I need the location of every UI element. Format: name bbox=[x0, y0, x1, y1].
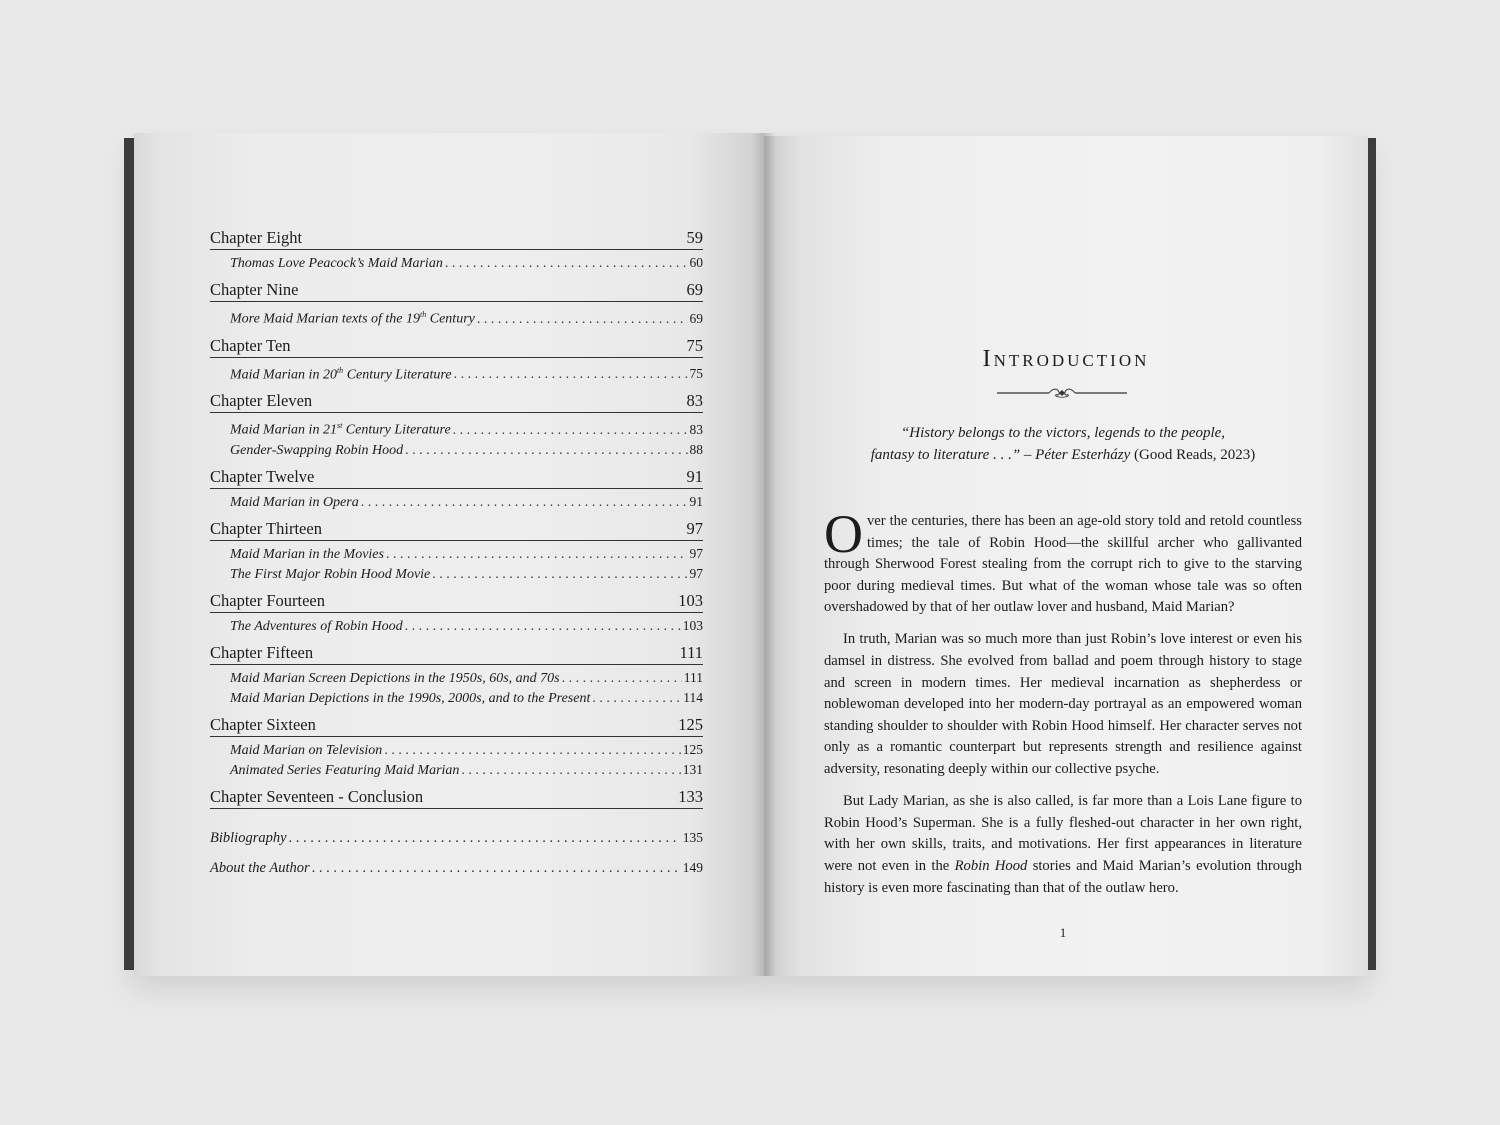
toc-group bbox=[210, 336, 703, 385]
chapter-title: Chapter Nine bbox=[210, 280, 299, 299]
entry-title: Gender-Swapping Robin Hood bbox=[230, 442, 404, 458]
toc-entry bbox=[230, 688, 703, 708]
toc-group bbox=[210, 467, 703, 512]
toc-entry bbox=[210, 823, 703, 853]
entry-title: Maid Marian in 20th Century Literature bbox=[230, 365, 452, 383]
toc-chapter bbox=[210, 467, 703, 489]
toc-chapter bbox=[210, 280, 703, 302]
entry-title: Maid Marian in Opera bbox=[230, 494, 359, 510]
entry-page: 88 bbox=[689, 441, 703, 457]
entry-page: 91 bbox=[689, 493, 703, 509]
toc-group bbox=[210, 715, 703, 780]
introduction-body bbox=[824, 504, 1302, 910]
chapter-page: 97 bbox=[686, 518, 703, 538]
entry-page: 103 bbox=[682, 617, 703, 633]
toc-entry bbox=[230, 440, 703, 460]
entry-page: 97 bbox=[689, 545, 703, 561]
chapter-title: Chapter Fourteen bbox=[210, 590, 326, 610]
toc-entry bbox=[230, 253, 703, 273]
chapter-page: 91 bbox=[686, 466, 703, 486]
entry-title: The Adventures of Robin Hood bbox=[230, 618, 403, 634]
table-of-contents bbox=[210, 228, 703, 883]
toc-group bbox=[210, 228, 703, 273]
entry-page: 97 bbox=[689, 565, 703, 581]
entry-page: 75 bbox=[689, 366, 703, 382]
toc-chapter bbox=[210, 519, 703, 541]
entry-title: More Maid Marian texts of the 19th Century bbox=[230, 310, 475, 327]
toc-entry bbox=[210, 853, 703, 883]
entry-page: 135 bbox=[682, 829, 703, 845]
drop-cap: O bbox=[824, 504, 863, 564]
entry-title: Maid Marian on Television bbox=[230, 742, 383, 758]
entry-title: Maid Marian Depictions in the 1990s, 2000s, and to the Present bbox=[230, 690, 591, 706]
chapter-page: 59 bbox=[686, 228, 703, 247]
toc-chapter bbox=[210, 391, 703, 413]
book-gutter bbox=[752, 133, 776, 976]
ornament-divider-icon bbox=[997, 386, 1127, 400]
toc-back-matter bbox=[210, 823, 703, 883]
chapter-title: Chapter Thirteen bbox=[210, 518, 322, 538]
chapter-page: 83 bbox=[686, 391, 703, 411]
toc-entry bbox=[230, 492, 703, 512]
toc-chapter bbox=[210, 715, 703, 737]
entry-page: 131 bbox=[682, 761, 703, 777]
entry-page: 60 bbox=[689, 255, 703, 270]
entry-page: 83 bbox=[689, 421, 703, 437]
toc-entry bbox=[230, 616, 703, 636]
paragraph: But Lady Marian, as she is also called, is far more than a Lois Lane figure to Robin Hood’s Superman. She is a fully fleshed-out character in her own right, with her own skills, traits, and motivations. Her first appearances in literature were not even in the Robin Hood stories and Maid Marian’s evolution through history is even more fascinating than that of the outlaw hero. bbox=[824, 793, 1302, 896]
toc-entry bbox=[230, 544, 703, 564]
toc-chapter bbox=[210, 643, 703, 665]
paragraph: In truth, Marian was so much more than just Robin’s love interest or even his damsel in distress. She evolved from ballad and poem through history to stage and screen in modern times. Her medieval incarnation as shepherdess or noblewoman developed into her modern-day portrayal as an empowered woman standing shoulder to shoulder with Robin Hood himself. Her character serves not only as a romantic counterpart but represents strength and resilience against adversity, resonating deeply within our collective psyche. bbox=[824, 631, 1302, 778]
entry-title: Thomas Love Peacock’s Maid Marian bbox=[230, 256, 443, 271]
toc-chapter bbox=[210, 787, 703, 809]
toc-entry bbox=[230, 760, 703, 780]
chapter-page: 75 bbox=[686, 335, 703, 355]
entry-page: 69 bbox=[689, 310, 703, 326]
chapter-page: 125 bbox=[678, 714, 703, 734]
chapter-title: Chapter Twelve bbox=[210, 466, 315, 486]
chapter-page: 111 bbox=[679, 642, 703, 662]
chapter-title: Chapter Seventeen - Conclusion bbox=[210, 786, 424, 806]
toc-group bbox=[210, 391, 703, 460]
toc-entry bbox=[230, 305, 703, 329]
page-number: 1 bbox=[1059, 925, 1067, 940]
toc-group bbox=[210, 591, 703, 636]
entry-title: Maid Marian in the Movies bbox=[230, 546, 384, 562]
toc-chapter bbox=[210, 336, 703, 358]
entry-page: 111 bbox=[683, 669, 703, 685]
toc-entry bbox=[230, 740, 703, 760]
toc-chapter bbox=[210, 591, 703, 613]
toc-group bbox=[210, 280, 703, 329]
entry-page: 114 bbox=[683, 689, 703, 705]
entry-title: Maid Marian in 21st Century Literature bbox=[230, 421, 451, 438]
chapter-title: Chapter Sixteen bbox=[210, 714, 316, 734]
entry-title: About the Author bbox=[210, 859, 310, 876]
entry-title: The First Major Robin Hood Movie bbox=[230, 566, 431, 582]
paragraph: Over the centuries, there has been an age-old story told and retold countless times; the tale of Robin Hood—the skillful archer who gallivanted through Sherwood Forest stealing from the corrupt rich to give to the starving poor during medieval times. But what of the woman whose tale was so often overshadowed by that of her outlaw lover and husband, Maid Marian? bbox=[824, 504, 1302, 616]
chapter-title: Chapter Ten bbox=[210, 335, 291, 355]
chapter-page: 103 bbox=[678, 590, 703, 610]
entry-title: Bibliography bbox=[210, 829, 287, 846]
chapter-title: Chapter Eight bbox=[210, 228, 303, 247]
toc-entry bbox=[230, 416, 703, 440]
toc-entry bbox=[230, 564, 703, 584]
entry-page: 149 bbox=[682, 859, 703, 875]
entry-title: Maid Marian Screen Depictions in the 1950s, 60s, and 70s bbox=[230, 670, 560, 686]
entry-page: 125 bbox=[682, 741, 703, 757]
toc-group bbox=[210, 643, 703, 708]
toc-chapter bbox=[210, 228, 703, 250]
epigraph-quote: “History belongs to the victors, legends to the people, fantasy to literature . . .” – Péter Esterházy (Good Reads, 2023) bbox=[870, 425, 1256, 463]
entry-title: Animated Series Featuring Maid Marian bbox=[230, 762, 460, 778]
toc-entry bbox=[230, 361, 703, 385]
toc-group bbox=[210, 519, 703, 584]
toc-group bbox=[210, 787, 703, 809]
chapter-title: Chapter Eleven bbox=[210, 391, 313, 411]
introduction-heading: Introduction bbox=[982, 346, 1150, 372]
toc-entry bbox=[230, 668, 703, 688]
chapter-title: Chapter Fifteen bbox=[210, 642, 314, 662]
chapter-page: 69 bbox=[686, 280, 703, 299]
chapter-page: 133 bbox=[678, 786, 703, 806]
